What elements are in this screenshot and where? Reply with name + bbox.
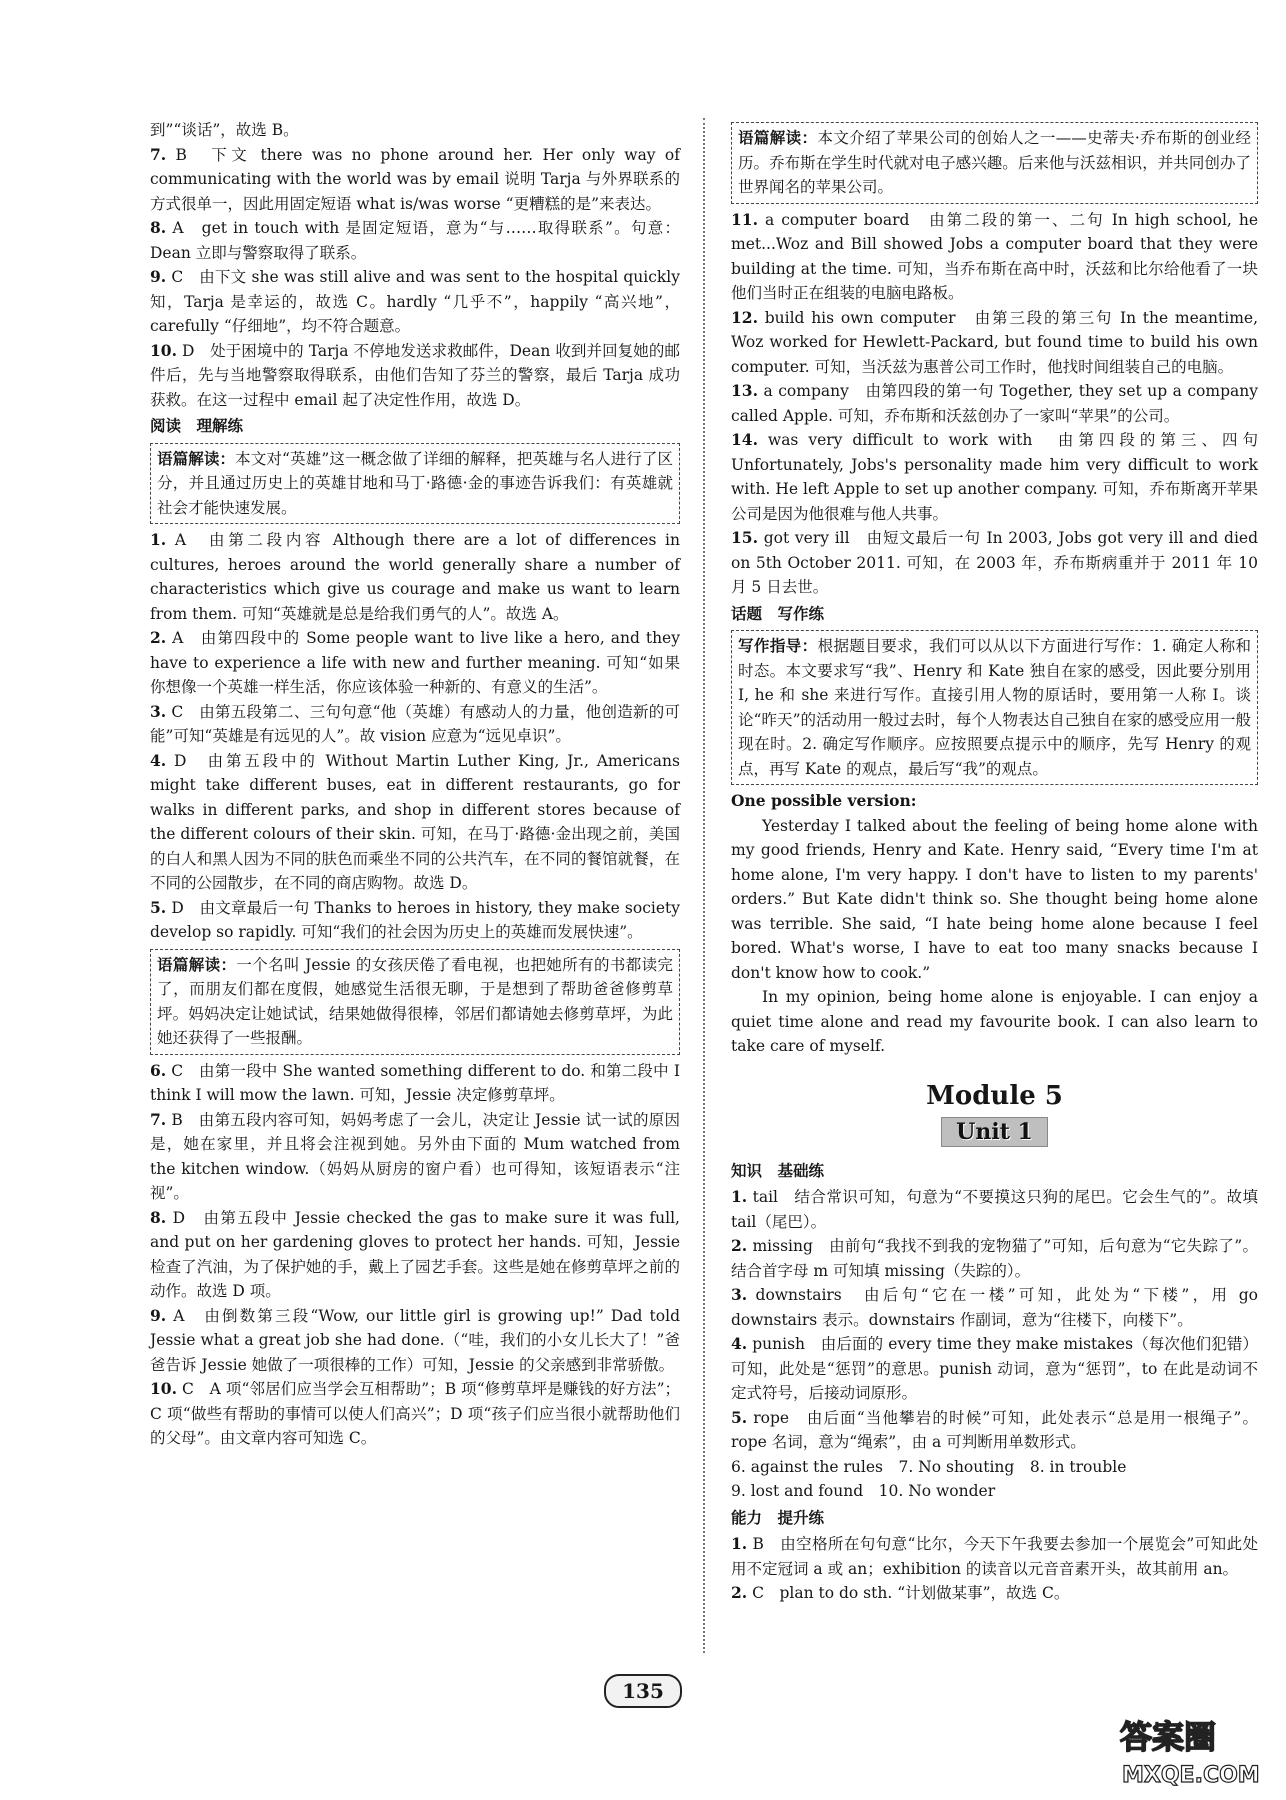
section-heading: 阅读 理解练 (150, 416, 244, 435)
essay-paragraph: Yesterday I talked about the feeling of being home alone with my good friends, Henry and Kate. Henry said, “Every time I'm at home alone, I'm very happy. I don't have to listen to my parents' orders.” But Kate didn't think so. She thought being home alone was terrible. She said, “I hate being home alone because I feel bored. What's worse, I have to eat too many snacks because I don't know how to cook.” (731, 816, 1258, 982)
box-label: 语篇解读： (157, 954, 237, 974)
section-heading: 知识 基础练 (731, 1160, 825, 1180)
item-number: 5. (731, 1407, 748, 1427)
item-number: 3. (731, 1285, 748, 1304)
box-label: 语篇解读： (157, 448, 236, 468)
right-column (731, 118, 1258, 1606)
item-number: 5. (150, 897, 167, 917)
answer-item (150, 216, 680, 265)
answer-item (731, 1234, 1258, 1283)
analysis-box (150, 949, 680, 1055)
item-text: C A 项“邻居们应当学会互相帮助”；B 项“修剪草坪是赚钱的好方法”；C 项“做些有帮助的事情可以使人们高兴”；D 项“孩子们应当很小就帮助他们的父母”。由文章内容可知选 C。 (150, 1380, 680, 1447)
answer-item (150, 1377, 680, 1451)
answer-item (731, 1406, 1258, 1455)
answer-line: 6. against the rules 7. No shouting 8. in trouble (731, 1457, 1127, 1476)
item-text: A get in touch with 是固定短语，意为“与……取得联系”。句意：Dean 立即与警察取得了联系。 (150, 219, 680, 262)
item-text: a computer board 由第二段的第一、二句 In high school, he met...Woz and Bill showed Jobs a computer board that they were building at the time. 可知，当乔布斯在高中时，沃兹和比尔给他看了一块他们当时正在组装的电脑电路板。 (731, 210, 1258, 302)
column-divider (703, 118, 705, 1653)
watermark-logo (1118, 1712, 1268, 1792)
item-text: B 由空格所在句句意“比尔，今天下午我要去参加一个展览会”可知此处用不定冠词 a 或 an；exhibition 的读音以元音音素开头，故其前用 an。 (731, 1535, 1258, 1578)
answer-item (150, 1108, 680, 1206)
item-text: D 由文章最后一句 Thanks to heroes in history, they make society develop so rapidly. 可知“我们的社会因为历史上的英雄而发展快速”。 (150, 898, 680, 941)
left-column (150, 118, 680, 1451)
item-text: was very difficult to work with 由第四段的第三、四句 Unfortunately, Jobs's personality made him very difficult to work with. He left Apple to set up another company. 可知，乔布斯离开苹果公司是因为他很难与他人共事。 (731, 431, 1258, 523)
answer-item (150, 626, 680, 700)
item-number: 14. (731, 430, 758, 449)
item-number: 1. (150, 530, 167, 549)
item-text: punish 由后面的 every time they make mistakes（每次他们犯错）可知，此处是“惩罚”的意思。punish 动词，意为“惩罚”，to 在此是动词不定式符号，后接动词原形。 (731, 1335, 1258, 1402)
answer-item (731, 1332, 1258, 1406)
item-number: 4. (150, 750, 167, 770)
item-number: 2. (150, 628, 167, 647)
box-label: 语篇解读： (738, 128, 818, 147)
answer-item (150, 1206, 680, 1304)
item-text: missing 由前句“我找不到我的宠物猫了”可知，后句意为“它失踪了”。结合首字母 m 可知填 missing（失踪的）。 (731, 1237, 1258, 1280)
item-text: tail 结合常识可知，句意为“不要摸这只狗的尾巴。它会生气的”。故填 tail（尾巴）。 (731, 1188, 1258, 1231)
item-number: 7. (150, 1109, 167, 1129)
box-text: 本文对“英雄”这一概念做了详细的解释，把英雄与名人进行了区分，并且通过历史上的英雄甘地和马丁·路德·金的事迹告诉我们：有英雄就社会才能快速发展。 (157, 449, 673, 517)
item-number: 7. (150, 144, 167, 164)
continued-text: 到”“谈话”，故选 B。 (150, 121, 299, 139)
item-number: 8. (150, 1207, 167, 1227)
item-text: A 由第四段中的 Some people want to live like a hero, and they have to experience a life with new and further meaning. 可知“如果你想像一个英雄一样生活，你应该体验一种新的、有意义的生活”。 (150, 629, 680, 696)
answer-item (150, 749, 680, 896)
answer-item (150, 143, 680, 217)
item-number: 3. (150, 701, 167, 721)
answer-item (150, 1059, 680, 1108)
item-text: B 下文 there was no phone around her. Her only way of communicating with the world was by email 说明 Tarja 与外界联系的方式很单一，因此用固定短语 what is/was worse “更糟糕的是”来表达。 (150, 145, 680, 213)
answer-item (150, 700, 680, 749)
item-text: C 由下文 she was still alive and was sent to the hospital quickly 知，Tarja 是幸运的，故选 C。hardly “几乎不”，happily “高兴地”，carefully “仔细地”，均不符合题意。 (150, 268, 680, 335)
analysis-box (731, 630, 1258, 785)
section-heading: 能力 提升练 (731, 1507, 825, 1527)
answer-item (150, 265, 680, 339)
analysis-box (731, 122, 1258, 204)
item-number: 9. (150, 267, 167, 286)
item-text: B 由第五段内容可知，妈妈考虑了一会儿，决定让 Jessie 试一试的原因是，她在家里，并且将会注视到她。另外由下面的 Mum watched from the kitchen window.（妈妈从厨房的窗户看）也可得知，该短语表示“注视”。 (150, 1110, 681, 1202)
answer-item (731, 1283, 1258, 1332)
watermark-line1: 答案圈 (1120, 1718, 1217, 1756)
section-heading: 话题 写作练 (731, 603, 825, 623)
item-text: build his own computer 由第三段的第三句 In the meantime, Woz worked for Hewlett-Packard, but found time to build his own computer. 可知，当沃兹为惠普公司工作时，他找时间组装自己的电脑。 (731, 308, 1258, 376)
unit-title: Unit 1 (941, 1117, 1048, 1147)
answer-item (731, 1581, 1258, 1606)
answer-item (731, 428, 1258, 526)
item-text: C 由第五段第二、三句句意“他（英雄）有感动人的力量，他创造新的可能”可知“英雄是有远见的人”。故 vision 应意为“远见卓识”。 (150, 702, 680, 745)
item-text: A 由第二段内容 Although there are a lot of differences in cultures, heroes around the world generally share a number of characteristics which give us courage and make us want to learn from them. 可知“英雄就是总是给我们勇气的人”。故选 A。 (150, 531, 681, 623)
item-text: D 由第五段中 Jessie checked the gas to make sure it was full, and put on her gardening gloves to protect her hands. 可知，Jessie 检查了汽油，为了保护她的手，戴上了园艺手套。这些是她在修剪草坪之前的动作。故选 D 项。 (150, 1208, 680, 1300)
answer-item (150, 339, 680, 413)
answer-item (731, 379, 1258, 428)
item-number: 10. (150, 340, 177, 360)
item-text: rope 由后面“当他攀岩的时候”可知，此处表示“总是用一根绳子”。rope 名词，意为“绳索”，由 a 可判断用单数形式。 (731, 1408, 1258, 1451)
item-number: 1. (731, 1187, 748, 1206)
item-text: C plan to do sth. “计划做某事”，故选 C。 (752, 1584, 1070, 1602)
item-number: 6. (150, 1060, 167, 1080)
item-text: D 由第五段中的 Without Martin Luther King, Jr., Americans might take different buses, eat in different restaurants, go for walks in different parks, and shop in different stores because of the different colours of their skin. 可知，在马丁·路德·金出现之前，美国的白人和黑人因为不同的肤色而乘坐不同的公共汽车，在不同的餐馆就餐，在不同的公园散步，在不同的商店购物。故选 D。 (150, 751, 680, 892)
page-number: 135 (604, 1674, 682, 1708)
module-title: Module 5 (926, 1080, 1063, 1111)
answer-item (731, 1185, 1258, 1234)
box-text: 根据题目要求，我们可以从以下方面进行写作：1. 确定人称和时态。本文要求写“我”、Henry 和 Kate 独自在家的感受，因此要分别用 I, he 和 she 来进行写作。直接引用人物的原话时，要用第一人称 I。谈论“昨天”的活动用一般过去时，每个人物表达自己独自在家的感受应用一般现在时。2. 确定写作顺序。应按照要点提示中的顺序，先写 Henry 的观点，再写 Kate 的观点，最后写“我”的观点。 (738, 637, 1251, 778)
item-number: 9. (150, 1305, 167, 1325)
item-number: 1. (731, 1534, 748, 1553)
item-text: A 由倒数第三段“Wow, our little girl is growing up!” Dad told Jessie what a great job she had done.（“哇，我们的小女儿长大了！”爸爸告诉 Jessie 她做了一项很棒的工作）可知，Jessie 的父亲感到非常骄傲。 (150, 1306, 680, 1374)
box-text: 一个名叫 Jessie 的女孩厌倦了看电视，也把她所有的书都读完了，而朋友们都在度假，她感觉生活很无聊，于是想到了帮助爸爸修剪草坪。妈妈决定让她试试，结果她做得很棒，邻居们都请她去修剪草坪，为此她还获得了一些报酬。 (157, 955, 673, 1047)
essay-paragraph: In my opinion, being home alone is enjoyable. I can enjoy a quiet time alone and read my favourite book. I can also learn to take care of myself. (731, 988, 1258, 1055)
item-text: C 由第一段中 She wanted something different to do. 和第二段中 I think I will mow the lawn. 可知，Jessie 决定修剪草坪。 (150, 1061, 680, 1104)
watermark-line2: MXQE.COM (1122, 1763, 1260, 1788)
analysis-box (150, 443, 680, 525)
item-number: 10. (150, 1379, 177, 1398)
item-number: 13. (731, 381, 758, 400)
item-number: 2. (731, 1236, 748, 1255)
box-label: 写作指导： (738, 636, 818, 655)
item-number: 12. (731, 307, 758, 327)
item-text: downstairs 由后句“它在一楼”可知，此处为“下楼”，用 go downstairs 表示。downstairs 作副词，意为“往楼下，向楼下”。 (731, 1286, 1258, 1329)
item-text: D 处于困境中的 Tarja 不停地发送求救邮件，Dean 收到并回复她的邮件后，先与当地警察取得联系，由他们告知了芬兰的警察，最后 Tarja 成功获救。在这一过程中 email 起了决定性作用，故选 D。 (150, 341, 680, 409)
answer-line: 9. lost and found 10. No wonder (731, 1482, 996, 1500)
answer-item (731, 1532, 1258, 1581)
item-number: 8. (150, 218, 167, 237)
item-text: got very ill 由短文最后一句 In 2003, Jobs got very ill and died on 5th October 2011. 可知，在 2003 年，乔布斯病重并于 2011 年 10 月 5 日去世。 (731, 529, 1258, 596)
unit-heading (731, 1117, 1258, 1147)
item-number: 4. (731, 1334, 748, 1353)
item-number: 15. (731, 528, 758, 547)
item-number: 2. (731, 1583, 748, 1602)
item-text: a company 由第四段的第一句 Together, they set up a company called Apple. 可知，乔布斯和沃兹创办了一家叫“苹果”的公司。 (731, 382, 1258, 425)
answer-item (150, 896, 680, 945)
model-essay-label: One possible version: (731, 791, 917, 810)
answer-item (150, 1304, 680, 1378)
answer-item (150, 528, 680, 626)
answer-item (731, 306, 1258, 380)
answer-item (731, 526, 1258, 600)
answer-item (731, 208, 1258, 306)
item-number: 11. (731, 209, 758, 229)
box-text: 本文介绍了苹果公司的创始人之一——史蒂夫·乔布斯的创业经历。乔布斯在学生时代就对电子感兴趣。后来他与沃兹相识，并共同创办了世界闻名的苹果公司。 (738, 129, 1251, 196)
